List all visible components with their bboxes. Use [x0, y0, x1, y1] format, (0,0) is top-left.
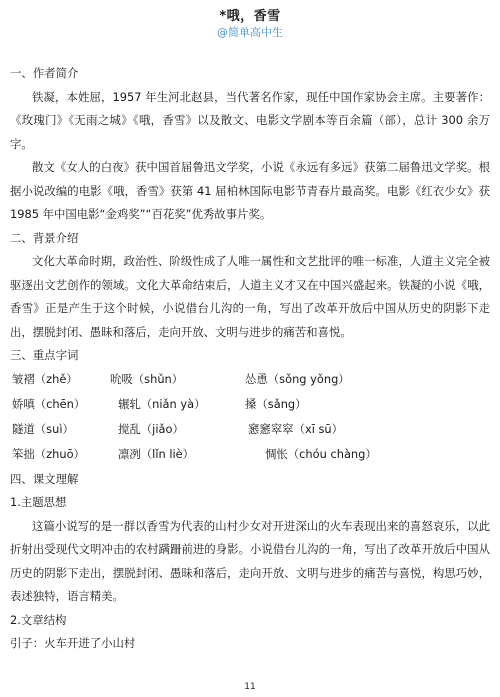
vocab-word: 搅乱（jiǎo） [118, 421, 184, 436]
background-paragraph: 文化大革命时期，政治性、阶级性成了人唯一属性和文艺批评的唯一标准，人道主义完全被驱逐出文艺创作的领域。文化大革命结束后，人道主义才又在中国兴盛起来。铁凝的小说《哦，香雪》正是产生于这个时候，小说借台儿沟的一角，写出了改革开放后中国从历史的阴影下走出，摆脱封闭、愚昧和落后，走向开放、文明与进步的痛苦和喜悦。 [10, 254, 490, 339]
vocab-word: 皱褶（zhě） [12, 371, 78, 386]
author-handle: @简单高中生 [217, 26, 283, 39]
vocab-row [0, 368, 500, 393]
section-heading-understanding: 四、课文理解 [10, 471, 79, 486]
subheading-structure: 2.文章结构 [10, 612, 67, 627]
vocab-word: 搡（sǎng） [245, 396, 307, 411]
vocab-word: 笨拙（zhuō） [12, 446, 85, 461]
vocab-word: 怂恿（sǒng yǒng） [245, 371, 350, 386]
page-title: *哦，香雪 [219, 9, 281, 24]
vocab-table [0, 368, 500, 468]
vocab-word: 辗轧（niǎn yà） [118, 396, 206, 411]
theme-paragraph: 这篇小说写的是一群以香雪为代表的山村少女对开进深山的火车表现出来的喜怒哀乐，以此折射出受现代文明冲击的农村蹒跚前进的身影。小说借台儿沟的一角，写出了改革开放后中国从历史的阴影下走出，摆脱封闭、愚昧和落后，走向开放、文明与进步的痛苦与喜悦，构思巧妙，表述独特，语言精美。 [10, 518, 490, 603]
page-number: 11 [244, 682, 256, 692]
section-heading-background: 二、背景介绍 [10, 230, 79, 245]
document-body [0, 62, 500, 656]
vocab-word: 窸窸窣窣（xī sū） [248, 421, 344, 436]
author-paragraph-1: 铁凝，本姓屈，1957 年生河北赵县，当代著名作家，现任中国作家协会主席。主要著作：《玫瑰门》《无雨之城》《哦，香雪》以及散文、电影文学剧本等百余篇（部），总计 300 余万字。 [10, 89, 490, 151]
vocab-row [0, 418, 500, 443]
section-heading-author: 一、作者简介 [10, 66, 79, 80]
vocab-word: 吮吸（shǔn） [110, 371, 184, 386]
vocab-word: 隧道（suì） [12, 421, 74, 436]
structure-intro: 引子：火车开进了小山村 [10, 636, 136, 650]
author-paragraph-2: 散文《女人的白夜》获中国首届鲁迅文学奖，小说《永远有多远》获第二届鲁迅文学奖。根据小说改编的电影《哦，香雪》获第 41 届柏林国际电影节青春片最高奖。电影《红衣少女》获 1985 年中国电影“金鸡奖”“百花奖”优秀故事片奖。 [10, 160, 490, 221]
subheading-theme: 1.主题思想 [10, 495, 67, 509]
vocab-word: 惆怅（chóu chàng） [265, 446, 377, 461]
vocab-word: 娇嗔（chēn） [12, 396, 86, 411]
vocab-row [0, 393, 500, 418]
vocab-row [0, 443, 500, 468]
vocab-word: 凛冽（lǐn liè） [118, 446, 195, 461]
section-heading-vocab: 三、重点字词 [10, 348, 79, 362]
